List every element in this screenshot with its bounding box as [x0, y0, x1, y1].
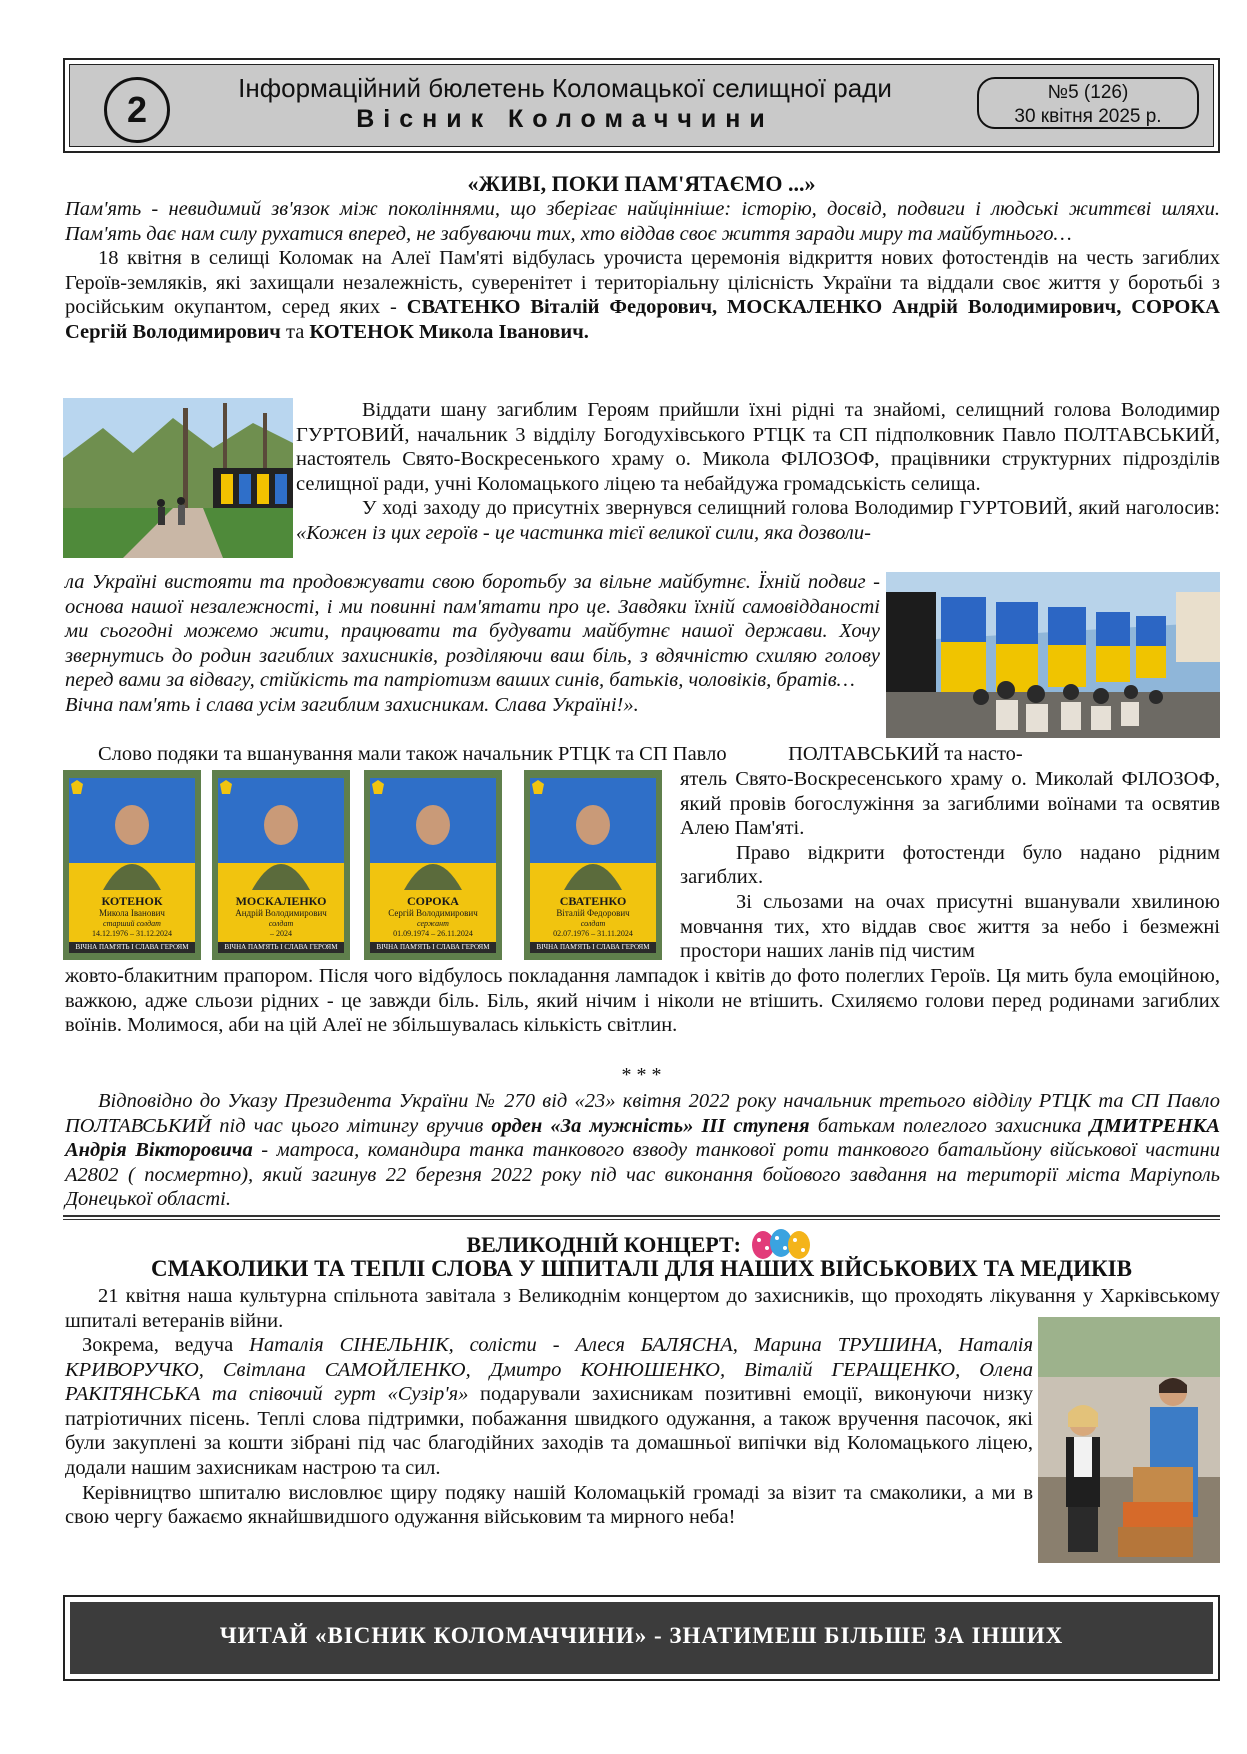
masthead-panel [69, 64, 1214, 147]
footer-banner [63, 1595, 1220, 1681]
portrait-dates: 01.09.1974 – 26.11.2024 [393, 929, 473, 938]
memorial-alley-photo [63, 398, 293, 558]
paragraph-text: Відповідно до Указу Президента України № 270 від «23» квітня 2022 року начальник третього відділу РТЦК та СП Павло ПОЛТАВСЬКИЙ під час цього мітингу вручив [65, 1090, 1220, 1137]
hero-name: СВАТЕНКО Віталій Федорович [406, 296, 713, 319]
portrait-caption: ВІЧНА ПАМ'ЯТЬ І СЛАВА ГЕРОЯМ [224, 943, 338, 951]
paragraph: Слово подяки та вшанування мали також начальник РТЦК та СП Павло ПОЛТАВСЬКИЙ та насто- [98, 743, 1023, 765]
article-title [63, 1226, 1220, 1260]
paragraph-text: Зокрема, ведуча [82, 1334, 250, 1356]
paragraph-text: подарували захисникам позитивні емоції, виконуючи низку патріотичних пісень. Теплі слова підтримки, побажання швидкого одужання, а також вручення пасочок, які були закуплені за кошти зібрані під час благодійних заходів та домашньої випічки від Коломацького ліцею, додали нашим захисникам настрою та сил. [65, 1383, 1033, 1479]
article-body [65, 1333, 1033, 1530]
portrait-dates: 02.07.1976 – 31.11.2024 [553, 929, 633, 938]
hero-portrait-3 [364, 770, 502, 960]
article-title-line: ВЕЛИКОДНІЙ КОНЦЕРТ: [466, 1232, 742, 1257]
section-divider [63, 1215, 1220, 1220]
award-paragraph [65, 1089, 1220, 1212]
paragraph: Право відкрити фотостенди було надано рідним загиблих. [680, 841, 1220, 889]
paragraph: Віддати шану загиблим Героям прийшли їхні рідні та знайомі, селищний голова Володимир ГУРТОВИЙ, начальник 3 відділу Богодухівського РТЦК та СП підполковник Павло ПОЛТАВСЬКИЙ, настоятель Свято-Воскресенького храму о. Микола ФІЛОЗОФ, працівники структурних підрозділів селищної ради, учні Коломацького ліцею та небайдужа громадськість селища. [296, 399, 1220, 495]
hero-name: КОТЕНОК Микола Іванович. [309, 320, 589, 343]
section-separator: * * * [621, 1064, 662, 1086]
issue-date: 30 квітня 2025 р. [1014, 106, 1162, 127]
hero-name: СОРОКА Сергій Володимирович [65, 296, 1220, 343]
portrait-surname: КОТЕНОК [101, 894, 163, 908]
bulletin-subtitle: Інформаційний бюлетень Коломацької селищної ради [238, 73, 892, 103]
paragraph: У ході заходу до присутніх звернувся селищний голова Володимир ГУРТОВИЙ, який наголосив: «Кожен із цих героїв - це частинка тієї великої сили, яка дозволи- [296, 497, 1220, 544]
easter-eggs-icon [747, 1226, 817, 1260]
page-number: 2 [104, 77, 170, 143]
portrait-rank: сержант [417, 919, 449, 928]
portrait-rank: солдат [268, 919, 294, 928]
portrait-given-names: Микола Іванович [99, 908, 165, 918]
hero-portrait-1 [63, 770, 201, 960]
newspaper-title: Вісник Коломаччини [356, 105, 774, 133]
footer-slogan: ЧИТАЙ «ВІСНИК КОЛОМАЧЧИНИ» - ЗНАТИМЕШ БІЛЬШЕ ЗА ІНШИХ [70, 1602, 1213, 1674]
paragraph-text: У ході заходу до присутніх звернувся селищний голова Володимир ГУРТОВИЙ, який наголосив: [362, 497, 1220, 520]
portrait-given-names: Сергій Володимирович [388, 908, 478, 918]
article-title: «ЖИВІ, ПОКИ ПАМ'ЯТАЄМО ...» [467, 171, 816, 196]
article-body: ятель Свято-Воскресенського храму о. Миколай ФІЛОЗОФ, який провів богослужіння за загиблими воїнами та освятив Алею Пам'яті. Право відкрити фотостенди було надано рідним загиблих. Зі сльозами на очах присутні вшанували хвилиною мовчання тих, хто віддав своє життя за небо і безмежні простори наших ланів під чистим [680, 768, 1220, 963]
paragraph-text: батькам полеглого захисника [809, 1114, 1090, 1137]
portrait-caption: ВІЧНА ПАМ'ЯТЬ І СЛАВА ГЕРОЯМ [376, 943, 490, 951]
masthead [63, 58, 1220, 153]
issue-box [977, 77, 1199, 129]
portrait-given-names: Віталій Федорович [556, 908, 630, 918]
article-body [65, 742, 1220, 767]
award-name: орден «За мужність» ІІІ ступеня [491, 1114, 810, 1137]
portrait-caption: ВІЧНА ПАМ'ЯТЬ І СЛАВА ГЕРОЯМ [536, 943, 650, 951]
paragraph-text: - матроса, командира танка танкового взводу танкової роти танкового батальйону військової частини А2802 ( посмертно), який загинув 22 березня 2022 року під час виконання бойового завдання на території міста Маріуполь Донецької області. [65, 1139, 1221, 1211]
performer-names: Наталія СІНЕЛЬНІК, солісти - Алеся БАЛЯСНА, Марина ТРУШИНА, Наталія КРИВОРУЧКО, Світлана САМОЙЛЕНКО, Дмитро КОНЮШЕНКО, Віталій ГЕРАЩЕНКО, Олена РАКІТЯНСЬКА та співочий гурт «Сузір'я» [65, 1334, 1033, 1406]
portrait-surname: МОСКАЛЕНКО [235, 894, 327, 908]
article-body [296, 398, 1220, 546]
hospital-photo [1038, 1317, 1220, 1563]
conjunction: та [285, 320, 305, 343]
article-subtitle: СМАКОЛИКИ ТА ТЕПЛІ СЛОВА У ШПИТАЛІ ДЛЯ НАШИХ ВІЙСЬКОВИХ ТА МЕДИКІВ [151, 1256, 1132, 1281]
epigraph: Пам'ять - невидимий зв'язок між поколіннями, що зберігає найцінніше: історію, досвід, подвиги і людські життєві шляхи. Пам'ять дає нам силу рухатися вперед, не забуваючи тих, хто віддав своє життя заради миру та майбутнього… [65, 198, 1220, 245]
quote-block: ла Україні вистояти та продовжувати свою боротьбу за вільне майбутнє. Їхній подвиг - основа нашої незалежності, і ми повинні пам'ятати про це. Завдяки їхній самовідданості ми сьогодні можемо жити, працювати та будувати майбутнє нашої держави. Хочу звернутись до родин загиблих захисників, розділяючи ваш біль, з вдячністю схиляю голову перед вами за відвагу, стійкість та патріотизм ваших синів, батьків, чоловіків, братів… Вічна пам'ять і слава усім загиблим захисникам. Слава Україні!». [65, 571, 880, 716]
article-body: 21 квітня наша культурна спільнота завітала з Великоднім концертом до захисників, що проходять лікування у Харківському шпиталі ветеранів війни. [65, 1285, 1220, 1332]
ceremony-photo [886, 572, 1220, 738]
hero-name: МОСКАЛЕНКО Андрій Володимирович [727, 296, 1117, 319]
portrait-surname: СОРОКА [407, 894, 459, 908]
portrait-dates: – 2024 [270, 929, 292, 938]
article-body: жовто-блакитним прапором. Після чого відбулось покладання лампадок і квітів до фото полеглих Героїв. Ця мить була емоційною, важкою, адже сльози рідних - це завжди біль. Біль, який нічим і ніколи не втішить. Схиляємо голови перед родинами загиблих воїнів. Молимося, аби на цій Алеї не збільшувалась кількість світлин. [65, 965, 1220, 1037]
issue-number: №5 (126) [1047, 82, 1129, 103]
portrait-rank: солдат [580, 919, 606, 928]
article-intro [65, 197, 1220, 345]
portrait-caption: ВІЧНА ПАМ'ЯТЬ І СЛАВА ГЕРОЯМ [75, 943, 189, 951]
paragraph: 18 квітня в селищі Коломак на Алеї Пам'яті відбулась урочиста церемонія відкриття нових фотостендів на честь загиблих Героїв-земляків, які захищали незалежність, суверенітет і територіальну цілісність України та віддали своє життя у боротьбі з російським окупантом, серед яких - СВАТЕНКО Віталій Федорович, МОСКАЛЕНКО Андрій Володимирович, СОРОКА Сергій Володимирович та КОТЕНОК Микола Іванович. [65, 247, 1220, 343]
paragraph-text: 18 квітня в селищі Коломак на Алеї Пам'яті відбулась урочиста церемонія відкриття нових фотостендів на честь загиблих Героїв-земляків, які захищали незалежність, суверенітет і територіальну цілісність України та віддали своє життя у боротьбі з російським окупантом, серед яких - [65, 247, 1220, 319]
portrait-surname: СВАТЕНКО [559, 894, 627, 908]
hero-portrait-2 [212, 770, 350, 960]
portrait-given-names: Андрій Володимирович [235, 908, 327, 918]
portrait-dates: 14.12.1976 – 31.12.2024 [92, 929, 172, 938]
hero-name: ДМИТРЕНКА Андрія Вікторовича [65, 1114, 1220, 1162]
paragraph: Керівництво шпиталю висловлює щиру подяку нашій Коломацькій громаді за візит та смаколики, а ми в свою чергу бажаємо якнайшвидшого одужання військовим та мирного неба! [65, 1481, 1033, 1529]
portrait-rank: старший солдат [103, 919, 161, 928]
hero-portrait-4 [524, 770, 662, 960]
